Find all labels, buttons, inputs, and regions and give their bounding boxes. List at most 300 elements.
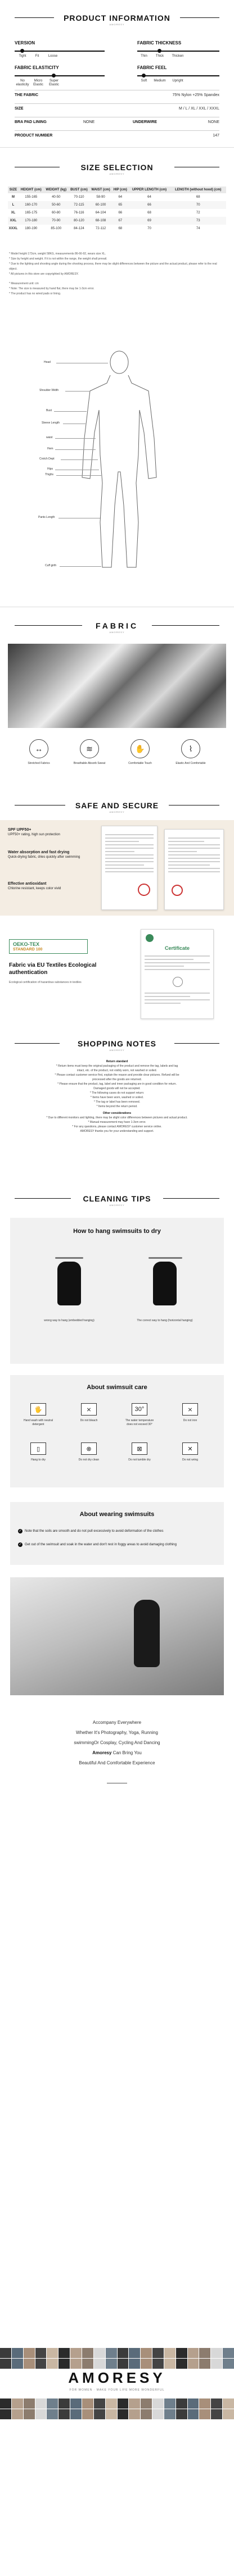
elasticity-label: FABRIC ELASTICITY [15, 65, 59, 70]
size-table-cell: XL [11, 211, 16, 215]
thumbnail-image [176, 2398, 187, 2409]
thumbnail-image [141, 2398, 152, 2409]
no-bleach-icon: ⨯ [81, 1403, 97, 1416]
measure-label-crotch: Crotch Dept [39, 457, 55, 461]
size-selection-section [0, 147, 234, 333]
water-temp-icon: 30° [132, 1403, 147, 1416]
size-table-cell: 60-80 [52, 211, 61, 215]
notes-line: * Please ensure that the product, tag, label and inner packaging are in good condition for return. [57, 1082, 177, 1086]
thickness-selected-dot [158, 49, 161, 53]
wearing-tip [18, 1529, 216, 1533]
swimsuit-right-hang [153, 1262, 177, 1305]
bra-pad-value: NONE [83, 120, 95, 124]
thumbnail-image [0, 2348, 11, 2358]
no-tumble-icon: ⊠ [132, 1442, 147, 1455]
size-table-cell: 64-104 [95, 211, 106, 215]
thumbnail-image [223, 2348, 234, 2358]
underwire-value: NONE [208, 120, 219, 124]
thumbnail-image [199, 2359, 210, 2369]
size-table-cell: 180-190 [25, 227, 38, 230]
note-line: * Due to the lighting and shooting angle during the shooting process, there may be slight differences between the picture and the actual product, please refer to the real object. [9, 262, 217, 271]
hanger-icon [55, 1257, 83, 1259]
size-table-cell: 76-116 [74, 211, 84, 215]
thumbnail-image [188, 2398, 199, 2409]
thumbnail-image [164, 2409, 176, 2419]
closing-line: Beautiful And Comfortable Experience [79, 1760, 155, 1765]
certificate-title: Certificate [164, 945, 190, 951]
thumbnail-image [24, 2359, 35, 2369]
size-table-row [8, 209, 226, 217]
col-header: BUST (cm) [69, 186, 89, 193]
cert-logo-icon [146, 934, 154, 942]
cleaning-title: CLEANING TIPS [83, 1194, 151, 1203]
size-table-row [8, 193, 226, 201]
thumbnail-image [106, 2359, 117, 2369]
thumbnail-image [12, 2359, 23, 2369]
size-table-cell: 68-108 [89, 217, 112, 225]
safe-heading [0, 801, 234, 813]
product-info-heading [0, 13, 234, 26]
thumbnail-image [24, 2398, 35, 2409]
measure-label-shoulder: Shoulder Width [39, 389, 59, 392]
feature-label: Comfortable Touch [128, 762, 152, 765]
safe-section [0, 792, 234, 1028]
thumbnail-image [70, 2348, 82, 2358]
size-table-cell: 165-175 [25, 211, 38, 215]
feature-label: Breathable Absorb Sweat [73, 762, 106, 765]
size-title: SIZE SELECTION [80, 163, 154, 172]
thumbnail-image [35, 2359, 47, 2369]
safe-item [8, 828, 81, 837]
no-wring-icon: ✕ [182, 1442, 198, 1455]
safe-panel [0, 820, 234, 916]
thickness-option: Thicken [172, 54, 184, 58]
note-line: * Size by height and weight. If it is not within the range, the weight shall prevail. [9, 257, 107, 261]
safe-subtitle: AMORESY [109, 811, 125, 813]
note-line: * Model height 173cm, weight 58KG, measurements 86-66-92, wears size XL. [9, 252, 106, 256]
size-table-row [8, 225, 226, 233]
size-table-cell: 72 [196, 211, 200, 215]
product-info-subtitle: AMORESY [109, 23, 125, 26]
notes-line: Other considerations [102, 1112, 132, 1115]
closing-brand: Amoresy [92, 1750, 112, 1755]
col-header: LENGTH (without hood) (cm) [170, 186, 226, 193]
size-table-cell: 64 [118, 195, 123, 199]
thumbnail-image [12, 2409, 23, 2419]
thumbnail-strip [0, 2398, 234, 2419]
measure-label-pants-length: Pants Length [38, 516, 55, 519]
oeko-heading: Fabric via EU Textiles Ecological authentication [9, 962, 97, 976]
feel-label: FABRIC FEEL [137, 65, 167, 70]
measure-label-waist: waist [46, 436, 53, 439]
elasticity-scale [15, 65, 105, 88]
size-table-row [8, 217, 226, 225]
measurement-section [0, 337, 234, 601]
thumbnail-image [164, 2398, 176, 2409]
divider [15, 130, 219, 131]
notes-heading [0, 1039, 234, 1052]
size-table [8, 186, 226, 233]
care-icon-label: The water temperature does not exceed 30° [125, 1419, 154, 1426]
size-notes [9, 252, 225, 297]
thumbnail-image [58, 2398, 70, 2409]
red-stamp [172, 885, 183, 896]
thumbnail-image [82, 2348, 93, 2358]
size-table-cell: 69 [128, 217, 170, 225]
thumbnail-image [211, 2398, 222, 2409]
size-table-cell: XXL [8, 217, 19, 225]
measure-label-head: Head [44, 361, 51, 364]
closing-line: swimmingOr Cosplay, Cycling And Dancing [74, 1740, 160, 1745]
cleaning-section [0, 1184, 234, 1897]
thumbnail-image [106, 2409, 117, 2419]
thumbnail-image [176, 2359, 187, 2369]
notes-line: intact, etc. of the product, not visibly worn, not washed or soiled. [77, 1069, 157, 1072]
thumbnail-image [152, 2348, 164, 2358]
thumbnail-image [12, 2398, 23, 2409]
thumbnail-image [35, 2409, 47, 2419]
red-stamp [138, 884, 150, 896]
thumbnail-image [70, 2359, 82, 2369]
notes-line: * The tag or label has been removed. [93, 1100, 141, 1104]
size-table-cell: L [8, 201, 19, 209]
thumbnail-image [141, 2409, 152, 2419]
notes-line: * Manual measurement may have 1-3cm error. [88, 1121, 146, 1124]
lifestyle-photo [10, 1577, 224, 1695]
size-table-cell: 70-90 [44, 217, 69, 225]
thumbnail-image [0, 2409, 11, 2419]
thumbnail-image [176, 2348, 187, 2358]
divider [15, 103, 219, 104]
notes-line: * Items beyond the return period. [96, 1105, 138, 1108]
wearing-box [10, 1502, 224, 1565]
test-report-document [101, 826, 158, 910]
size-table-cell: 40-50 [52, 195, 61, 199]
col-header: UPPER LENGTH (cm) [128, 186, 170, 193]
thumbnail-image [47, 2409, 58, 2419]
fabric-photo [8, 644, 226, 728]
measure-label-hips: Hips [47, 467, 53, 471]
size-label: SIZE [15, 107, 24, 111]
closing-text [0, 1718, 234, 1768]
feel-selected-dot [142, 74, 146, 78]
thumbnail-image [94, 2359, 105, 2369]
oeko-panel [0, 925, 234, 1020]
col-header: HIP (cm) [112, 186, 128, 193]
thumbnail-image [94, 2398, 105, 2409]
notes-text [9, 1059, 225, 1134]
version-scale [15, 40, 105, 58]
thumbnail-image [188, 2409, 199, 2419]
measure-label-bust: Bust [46, 409, 52, 412]
thickness-option: Thick [155, 54, 164, 58]
size-table-cell: 72-112 [95, 227, 106, 230]
hang-box [10, 1218, 224, 1364]
thumbnail-image [70, 2398, 82, 2409]
measure-label-thighs: Thighs [45, 473, 54, 476]
heading-rule-left [15, 17, 54, 18]
thumbnail-image [94, 2409, 105, 2419]
size-table-cell: 155-165 [25, 195, 38, 199]
notes-line: * Due to different monitors and lighting, there may be slight color differences between pictures and actual product. [46, 1116, 188, 1119]
note-line: * All pictures in this store are copyrighted by AMORESY. [9, 272, 79, 276]
thumbnail-image [199, 2398, 210, 2409]
safe-item-desc: UPF50+ rating, high sun protection [8, 833, 60, 836]
thickness-scale [137, 40, 219, 58]
closing-line: Can Bring You [111, 1750, 142, 1755]
thumbnail-image [24, 2348, 35, 2358]
thumbnail-image [12, 2348, 23, 2358]
measure-label-hem: Hem [47, 447, 53, 450]
col-header: WAIST (cm) [89, 186, 112, 193]
no-dryclean-icon: ⊗ [81, 1442, 97, 1455]
check-icon: ✓ [19, 1543, 22, 1546]
version-selected-dot [20, 49, 24, 53]
stretch-icon: ↔ [29, 739, 48, 758]
notes-line: Damaged goods will not be accepted. [93, 1087, 141, 1090]
care-icon-label: Do not dry clean [78, 1458, 100, 1462]
breathable-icon: ≋ [80, 739, 99, 758]
thumbnail-strip [0, 2348, 234, 2369]
care-icon-label: Hang to dry [31, 1458, 46, 1462]
note-line: * The product has no wired pads or lining. [9, 292, 61, 295]
feature-label: Stretched Fabrics [28, 762, 50, 765]
thumbnail-image [188, 2359, 199, 2369]
feature-label: Elastic And Comfortable [176, 762, 206, 765]
size-table-cell: 60-100 [89, 201, 112, 209]
size-value: M / L / XL / XXL / XXXL [179, 107, 219, 111]
wearing-tip-text: Note that the soils are smooth and do not pull excessively to avoid deformation of the clothes [25, 1530, 164, 1533]
body-outline-figure [0, 337, 234, 601]
version-label: VERSION [15, 40, 35, 45]
swimsuit-wrong-hang [57, 1262, 81, 1305]
notes-subtitle: AMORESY [109, 1049, 125, 1052]
thickness-option: Thin [141, 54, 147, 58]
care-icon-label: Do not iron [183, 1419, 197, 1422]
size-table-cell: 84-124 [74, 227, 84, 230]
elasticity-option: Super Elastic [49, 79, 59, 87]
thumbnail-image [58, 2348, 70, 2358]
feel-option: Medium [154, 79, 166, 83]
notes-title: SHOPPING NOTES [77, 1039, 157, 1048]
footer-brand [0, 2369, 234, 2392]
col-header: HEIGHT (cm) [19, 186, 44, 193]
no-iron-icon: ⨯ [182, 1403, 198, 1416]
size-table-cell: 70 [170, 201, 226, 209]
thumbnail-image [0, 2398, 11, 2409]
safe-item [8, 850, 81, 859]
certificate-document [141, 929, 214, 1019]
elastic-icon: ⌇ [181, 739, 200, 758]
version-option: Loose [48, 54, 58, 58]
product-number-value: 147 [213, 134, 219, 138]
safe-item-title: SPF UPF50+ [8, 828, 32, 832]
hanger-icon [148, 1257, 182, 1259]
thumbnail-image [223, 2359, 234, 2369]
safe-item-title: Effective antioxidant [8, 882, 47, 886]
thumbnail-image [118, 2398, 129, 2409]
thumbnail-image [82, 2359, 93, 2369]
thumbnail-image [58, 2359, 70, 2369]
wearing-tip [18, 1542, 216, 1547]
size-table-cell: 65 [112, 201, 128, 209]
thumbnail-image [47, 2348, 58, 2358]
safe-item-desc: Chlorine resistant, keeps color vivid [8, 887, 61, 890]
thumbnail-image [129, 2398, 140, 2409]
thumbnail-image [58, 2409, 70, 2419]
oeko-tex-logo [9, 939, 88, 954]
size-table-cell: 160-170 [19, 201, 44, 209]
thumbnail-image [94, 2348, 105, 2358]
size-table-cell: 67 [112, 217, 128, 225]
heading-rule-right [180, 17, 219, 18]
size-table-cell: 74 [196, 227, 200, 230]
footer-logo: AMORESY [68, 2369, 166, 2386]
fabric-title: FABRIC [95, 621, 139, 630]
size-subtitle: AMORESY [109, 172, 125, 175]
size-table-header [8, 186, 226, 193]
size-table-cell: M [11, 195, 15, 199]
thumbnail-image [0, 2359, 11, 2369]
size-table-cell: 85-100 [51, 227, 62, 230]
thumbnail-image [24, 2409, 35, 2419]
thumbnail-image [152, 2359, 164, 2369]
col-header: SIZE [8, 186, 19, 193]
safe-item [8, 882, 81, 891]
hang-dry-icon: ▯ [30, 1442, 46, 1455]
size-table-cell: XXXL [8, 227, 18, 230]
oeko-desc: Ecological certification of hazardous substances in textiles [9, 981, 82, 984]
thumbnail-image [211, 2409, 222, 2419]
notes-line: * Return items must keep the original packaging of the product and remove the tag, labels and tag [56, 1064, 178, 1068]
thumbnail-image [211, 2348, 222, 2358]
thumbnail-image [106, 2348, 117, 2358]
oeko-standard: STANDARD 100 [13, 948, 43, 952]
care-icon-label: Do not tumble dry [128, 1458, 151, 1462]
size-table-cell: 66 [128, 201, 170, 209]
hang-wrong-caption: wrong way to hang (embedded hanging) [44, 1319, 94, 1322]
shopping-notes-section [0, 1031, 234, 1178]
care-icon-label: Do not bleach [80, 1419, 98, 1422]
thumbnail-image [82, 2398, 93, 2409]
hand-wash-icon: 🖐 [30, 1403, 46, 1416]
closing-line: Whether It's Photography, Yoga, Running [76, 1730, 158, 1735]
measure-label-sleeve: Sleeve Length [42, 421, 60, 425]
size-table-cell: 70 [147, 227, 151, 230]
hang-right-caption: The correct way to hang (horizontal hanging) [137, 1319, 193, 1322]
footer-section [0, 1899, 234, 2576]
thumbnail-image [129, 2348, 140, 2358]
elasticity-selected-dot [52, 74, 56, 78]
thumbnail-image [118, 2359, 129, 2369]
version-option: Tight [19, 54, 26, 58]
feel-scale [137, 65, 219, 83]
comfort-icon: ✋ [130, 739, 150, 758]
size-table-cell: 64 [147, 195, 151, 199]
thumbnail-image [223, 2409, 234, 2419]
notes-line: * Items have been worn, washed or soiled. [90, 1096, 144, 1099]
thumbnail-image [106, 2398, 117, 2409]
care-title: About swimsuit care [87, 1384, 147, 1391]
cleaning-subtitle: AMORESY [109, 1204, 125, 1207]
model-swimsuit [134, 1600, 160, 1667]
oeko-brand: OEKO-TEX [13, 941, 40, 947]
care-icon-label: Do not wring [182, 1458, 199, 1462]
size-table-cell: 68 [147, 211, 151, 215]
care-icon-label: Hand wash with neutral detergent [24, 1419, 53, 1426]
thumbnail-image [47, 2359, 58, 2369]
elasticity-option: Micro Elastic [33, 79, 43, 87]
check-icon: ✓ [19, 1530, 22, 1533]
thumbnail-image [129, 2359, 140, 2369]
safe-item-title: Water absorption and fast drying [8, 850, 70, 854]
notes-line: Return standard [106, 1060, 128, 1063]
thumbnail-image [141, 2348, 152, 2358]
note-line: * Note: The size is measured by hand flat, there may be 1-3cm error. [9, 287, 94, 290]
thumbnail-image [152, 2398, 164, 2409]
thumbnail-image [129, 2409, 140, 2419]
fabric-section [0, 607, 234, 786]
wearing-title: About wearing swimsuits [79, 1511, 155, 1518]
size-table-row [8, 201, 226, 209]
size-table-cell: 58-90 [96, 195, 105, 199]
fabric-heading [0, 621, 234, 634]
size-table-cell: 80-120 [69, 217, 89, 225]
thumbnail-image [35, 2398, 47, 2409]
thumbnail-image [35, 2348, 47, 2358]
closing-line: Accompany Everywhere [92, 1720, 142, 1725]
cert-seal [173, 977, 183, 987]
size-table-cell: 72-115 [69, 201, 89, 209]
care-box [10, 1375, 224, 1487]
notes-line: processed after the goods are returned. [92, 1078, 142, 1081]
footer-tagline: FOR WOMEN · MAKE YOUR LIFE MORE WONDERFUL [69, 2388, 165, 2392]
thumbnail-image [164, 2348, 176, 2358]
fabric-subtitle: AMORESY [109, 631, 125, 634]
notes-line: * Please contact customer service first, explain the reason and provide clear pictures. Refund will be [55, 1073, 179, 1077]
test-report-document [164, 829, 224, 910]
notes-line: * For any questions, please contact AMORESY customer service online. [72, 1125, 162, 1128]
notes-line: * The following cases do not support return: [89, 1091, 145, 1095]
measure-label-cuff: Cuff girth [45, 564, 57, 567]
thumbnail-image [82, 2409, 93, 2419]
feel-option: Soft [141, 79, 147, 83]
notes-line: AMORESY thanks you for your understanding and support. [80, 1130, 154, 1133]
size-table-cell: 50-60 [44, 201, 69, 209]
size-heading [0, 163, 234, 175]
thumbnail-image [152, 2409, 164, 2419]
product-info-title: PRODUCT INFORMATION [64, 13, 170, 22]
fabric-label: THE FABRIC [15, 93, 38, 97]
bra-pad-label: BRA PAD LINING [15, 120, 47, 124]
size-table-cell: 68 [118, 227, 123, 230]
thumbnail-image [141, 2359, 152, 2369]
thumbnail-image [118, 2409, 129, 2419]
safe-item-desc: Quick-drying fabric, dries quickly after swimming [8, 855, 80, 859]
thumbnail-image [176, 2409, 187, 2419]
thumbnail-image [47, 2398, 58, 2409]
hang-title: How to hang swimsuits to dry [73, 1228, 161, 1235]
thumbnail-image [199, 2348, 210, 2358]
wearing-tip-text: Get out of the swimsuit and soak in the water and don't rest in foggy areas to avoid damaging clothing [25, 1543, 177, 1546]
elasticity-option: No elasticity [16, 79, 29, 87]
size-table-cell: 70-110 [74, 195, 84, 199]
underwire-label: UNDERWIRE [133, 120, 158, 124]
size-table-cell: 73 [170, 217, 226, 225]
cleaning-heading [0, 1194, 234, 1207]
size-table-cell: 170-180 [19, 217, 44, 225]
fabric-value: 75% Nylon +25% Spandex [172, 93, 219, 97]
